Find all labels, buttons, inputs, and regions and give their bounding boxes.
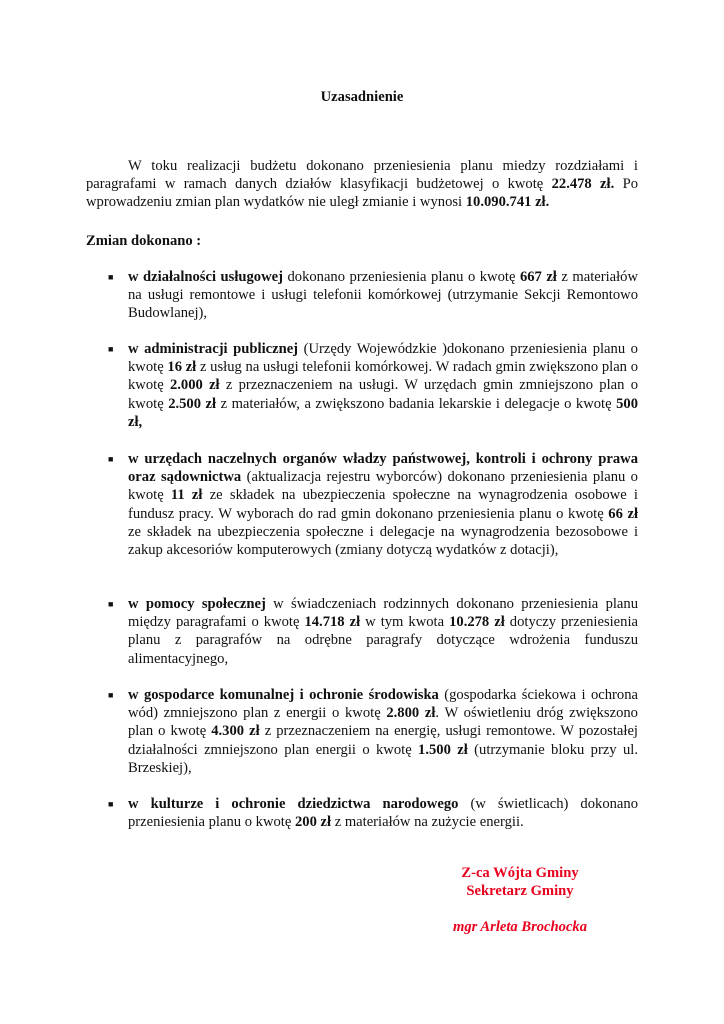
intro-amount-2: 10.090.741 zł. <box>465 194 550 211</box>
list-item-uslugowa <box>86 268 638 323</box>
body-text: (gospodarka ściekowa i ochrona wód) zmniejszono plan z energii o kwotę <box>128 687 638 722</box>
list-item-kultura <box>86 795 638 831</box>
bullet-icon: ■ <box>108 599 114 609</box>
emphasis-text: 10.278 zł <box>449 614 505 631</box>
bullet-icon: ■ <box>108 454 114 464</box>
signature-title-1: Z-ca Wójta Gminy <box>461 865 579 881</box>
list-item-pomoc-spoleczna <box>86 595 638 668</box>
emphasis-text: 4.300 zł <box>211 723 260 740</box>
intro-paragraph <box>86 157 638 212</box>
intro-text-1: W toku realizacji budżetu dokonano przeniesienia planu miedzy rozdziałami i paragrafami w ramach danych działów klasyfikacji budżetowej o kwotę <box>86 158 638 193</box>
emphasis-text: w kulturze i ochronie dziedzictwa narodowego <box>128 796 459 812</box>
body-text: (aktualizacja rejestru wyborców) dokonano przeniesienia planu o kwotę <box>128 469 638 504</box>
body-text: z materiałów, a zwiększono badania lekarskie i delegacje o kwotę <box>216 395 617 412</box>
bullet-icon: ■ <box>108 799 114 809</box>
emphasis-text: 2.500 zł <box>168 395 217 412</box>
body-text: z przeznaczeniem na usługi. W urzędach gmin zmniejszono plan o kwotę <box>128 377 638 412</box>
body-text: ze składek na ubezpieczenia społeczne na wynagrodzenia osobowe i fundusz pracy. W wyborach do rad gmin dokonano przeniesienia planu o kwotę <box>128 487 638 522</box>
emphasis-text: 200 zł <box>294 814 332 831</box>
body-text: z materiałów na usługi remontowe i usługi telefonii komórkowej (utrzymanie Sekcji Remontowo Budowlanej), <box>128 269 639 322</box>
list-item-gospodarka-komunalna <box>86 686 638 777</box>
document-title: Uzasadnienie <box>320 89 404 105</box>
emphasis-text: 2.000 zł <box>169 377 220 394</box>
body-text: (Urzędy Wojewódzkie )dokonano przeniesienia planu o kwotę <box>128 341 638 376</box>
list-item-text <box>128 795 638 831</box>
intro-text-2: Po wprowadzeniu zmian plan wydatków nie uległ zmianie i wynosi <box>86 176 638 211</box>
body-text: z usług na usługi telefonii komórkowej. W radach gmin zwiększono plan o kwotę <box>128 359 638 394</box>
body-text: . W oświetleniu dróg zwiększono plan o kwotę <box>128 705 638 740</box>
body-text: dotyczy przeniesienia planu z paragrafów na odrębne paragrafy dotyczące wdrożenia funduszu alimentacyjnego, <box>128 614 638 667</box>
emphasis-text: w administracji publicznej <box>128 341 299 357</box>
emphasis-text: 500 zł, <box>128 395 638 430</box>
emphasis-text: 16 zł <box>167 359 197 376</box>
emphasis-text: 2.800 zł <box>386 705 436 722</box>
emphasis-text: w działalności usługowej <box>128 269 283 285</box>
emphasis-text: 667 zł <box>519 269 557 285</box>
emphasis-text: 1.500 zł <box>418 741 468 758</box>
list-item-text <box>128 595 638 668</box>
list-item-text <box>128 340 638 431</box>
body-text: w tym kwota <box>360 614 450 631</box>
emphasis-text: w gospodarce komunalnej i ochronie środowiska <box>128 687 439 703</box>
body-text: w świadczeniach rodzinnych dokonano przeniesienia planu między paragrafami o kwotę <box>128 596 639 631</box>
emphasis-text: 11 zł <box>170 487 203 504</box>
list-item-administracja <box>86 340 638 431</box>
list-item-text <box>128 686 638 777</box>
body-text: (utrzymanie bloku przy ul. Brzeskiej), <box>128 741 638 776</box>
signature-name: mgr Arleta Brochocka <box>452 919 588 935</box>
body-text: (w świetlicach) dokonano przeniesienia planu o kwotę <box>128 796 638 831</box>
bullet-icon: ■ <box>108 272 114 282</box>
emphasis-text: 66 zł <box>608 505 638 522</box>
list-item-urzedy-naczelne <box>86 450 638 559</box>
changes-heading: Zmian dokonano : <box>86 233 202 249</box>
emphasis-text: 14.718 zł <box>304 614 361 631</box>
signature-title-2: Sekretarz Gminy <box>466 883 574 899</box>
emphasis-text: w pomocy społecznej <box>128 596 266 612</box>
body-text: ze składek na ubezpieczenia społeczne i delegacje na wynagrodzenia bezosobowe i zakup akcesoriów komputerowych (zmiany dotyczą wydatków z dotacji), <box>128 523 638 559</box>
body-text: z przeznaczeniem na energię, usługi remontowe. W pozostałej działalności zmniejszono plan energii o kwotę <box>128 723 638 758</box>
emphasis-text: w urzędach naczelnych organów władzy państwowej, kontroli i ochrony prawa oraz sądownictwa <box>128 451 638 486</box>
body-text: dokonano przeniesienia planu o kwotę <box>282 269 520 285</box>
list-item-text <box>128 268 638 323</box>
bullet-icon: ■ <box>108 344 114 354</box>
bullet-icon: ■ <box>108 690 114 700</box>
list-item-text <box>128 450 638 559</box>
intro-amount-1: 22.478 zł. <box>551 176 615 193</box>
body-text: z materiałów na zużycie energii. <box>331 814 524 831</box>
